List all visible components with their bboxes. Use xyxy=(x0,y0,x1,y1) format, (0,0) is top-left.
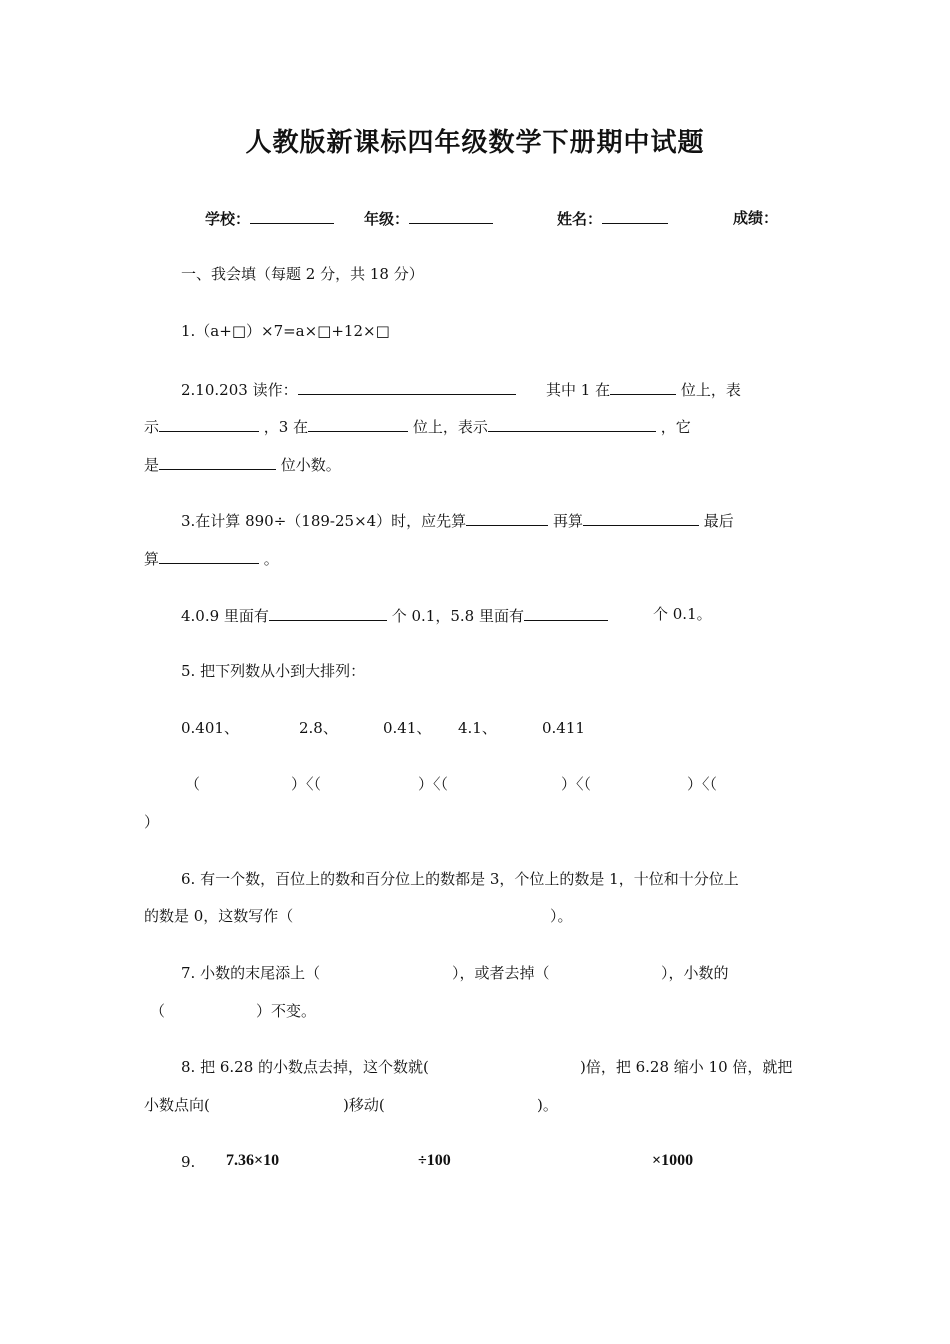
q3-text-a: 3.在计算 890÷（189-25×4）时，应先算 xyxy=(181,512,467,530)
q2-text-h: 是 xyxy=(144,456,160,474)
q5-number: 4.1、 xyxy=(458,719,497,737)
q3-blank-then[interactable] xyxy=(583,509,699,526)
q2-text-e: ，3 在 xyxy=(263,418,309,436)
q8-text-d: )移动( xyxy=(343,1096,385,1114)
q2-blank-meaning-3[interactable] xyxy=(488,415,656,432)
q2-blank-position-3[interactable] xyxy=(308,415,408,432)
question-2-line-1 xyxy=(181,378,516,400)
q5-order-end: ） xyxy=(144,813,160,831)
q2-blank-position-1[interactable] xyxy=(610,378,676,395)
q2-text-d: 示 xyxy=(144,418,160,436)
question-2-line-3 xyxy=(144,453,341,475)
name-blank[interactable] xyxy=(602,207,668,224)
q7-text-a: 7. 小数的末尾添上（ xyxy=(181,964,321,982)
q7-text-d: （ xyxy=(150,1002,166,1020)
q6-text-b: 的数是 0，这数写作（ xyxy=(144,907,294,925)
q7-text-e: ）不变。 xyxy=(256,1002,317,1020)
q4-text-a: 4.0.9 里面有 xyxy=(181,607,269,625)
q3-text-e: 。 xyxy=(263,550,279,568)
q4-part-c: 个 0.1。 xyxy=(653,605,712,623)
q4-blank-1[interactable] xyxy=(269,604,387,621)
question-5-prompt: 5. 把下列数从小到大排列： xyxy=(181,662,366,680)
q2-blank-meaning-1[interactable] xyxy=(159,415,259,432)
q2-text-a: 2.10.203 读作： xyxy=(181,381,298,399)
q5-order-slot: ）〈（ xyxy=(291,775,322,793)
question-6-line-1: 6. 有一个数，百位上的数和百分位上的数都是 3，个位上的数是 1，十位和十分位上 xyxy=(181,870,739,888)
q8-text-c: 小数点向( xyxy=(144,1096,210,1114)
q5-number: 0.411 xyxy=(542,719,585,737)
q5-number: 0.401、 xyxy=(181,719,239,737)
question-3-line-2 xyxy=(144,547,279,569)
grade-blank[interactable] xyxy=(409,207,493,224)
q9-expr-3: ×1000 xyxy=(652,1152,694,1169)
school-label: 学校： xyxy=(205,210,251,228)
q2-text-g: ，它 xyxy=(660,418,691,436)
grade-field xyxy=(364,207,493,229)
q5-order-slot: ）〈（ xyxy=(561,775,592,793)
q5-order-slot: ）〈（ xyxy=(418,775,449,793)
question-1: 1.（a+□）×7=a×□+12×□ xyxy=(181,322,390,340)
q3-text-b: 再算 xyxy=(552,512,583,530)
question-2-line-2 xyxy=(144,415,691,437)
q7-text-c: ），小数的 xyxy=(661,964,729,982)
q4-blank-2[interactable] xyxy=(524,604,608,621)
q3-blank-last[interactable] xyxy=(159,547,259,564)
q9-number: 9. xyxy=(181,1153,196,1171)
grade-label: 年级： xyxy=(364,210,410,228)
school-field xyxy=(205,207,334,229)
q9-expr-2: ÷100 xyxy=(418,1152,451,1169)
question-4 xyxy=(181,604,608,626)
q8-text-a: 8. 把 6.28 的小数点去掉，这个数就( xyxy=(181,1058,429,1076)
section-heading: 一、我会填（每题 2 分，共 18 分） xyxy=(181,265,424,283)
score-field xyxy=(733,207,778,228)
q7-text-b: ），或者去掉（ xyxy=(452,964,550,982)
school-blank[interactable] xyxy=(250,207,334,224)
question-3-line-1 xyxy=(181,509,734,531)
q5-order-slot: （ xyxy=(185,775,201,793)
q3-text-d: 算 xyxy=(144,550,160,568)
q2-part-b xyxy=(546,378,741,400)
q5-number: 2.8、 xyxy=(299,719,338,737)
q8-text-e: )。 xyxy=(537,1096,558,1114)
q4-text-b: 个 0.1，5.8 里面有 xyxy=(391,607,524,625)
q5-number: 0.41、 xyxy=(383,719,432,737)
q2-text-i: 位小数。 xyxy=(280,456,341,474)
q2-blank-decimals[interactable] xyxy=(159,453,276,470)
q6-text-c: ）。 xyxy=(550,907,573,925)
q2-blank-reading[interactable] xyxy=(298,378,516,395)
q8-text-b: )倍，把 6.28 缩小 10 倍，就把 xyxy=(580,1058,793,1076)
name-label: 姓名： xyxy=(557,210,603,228)
q3-text-c: 最后 xyxy=(703,512,734,530)
q9-expr-1: 7.36×10 xyxy=(226,1152,280,1169)
q5-order-slot: ）〈（ xyxy=(687,775,718,793)
page-title: 人教版新课标四年级数学下册期中试题 xyxy=(245,128,705,158)
score-label: 成绩： xyxy=(733,209,779,227)
name-field xyxy=(557,207,668,229)
q2-text-c: 位上，表 xyxy=(680,381,741,399)
q2-text-b: 其中 1 在 xyxy=(546,381,611,399)
q3-blank-first[interactable] xyxy=(466,509,548,526)
q2-text-f: 位上，表示 xyxy=(412,418,488,436)
